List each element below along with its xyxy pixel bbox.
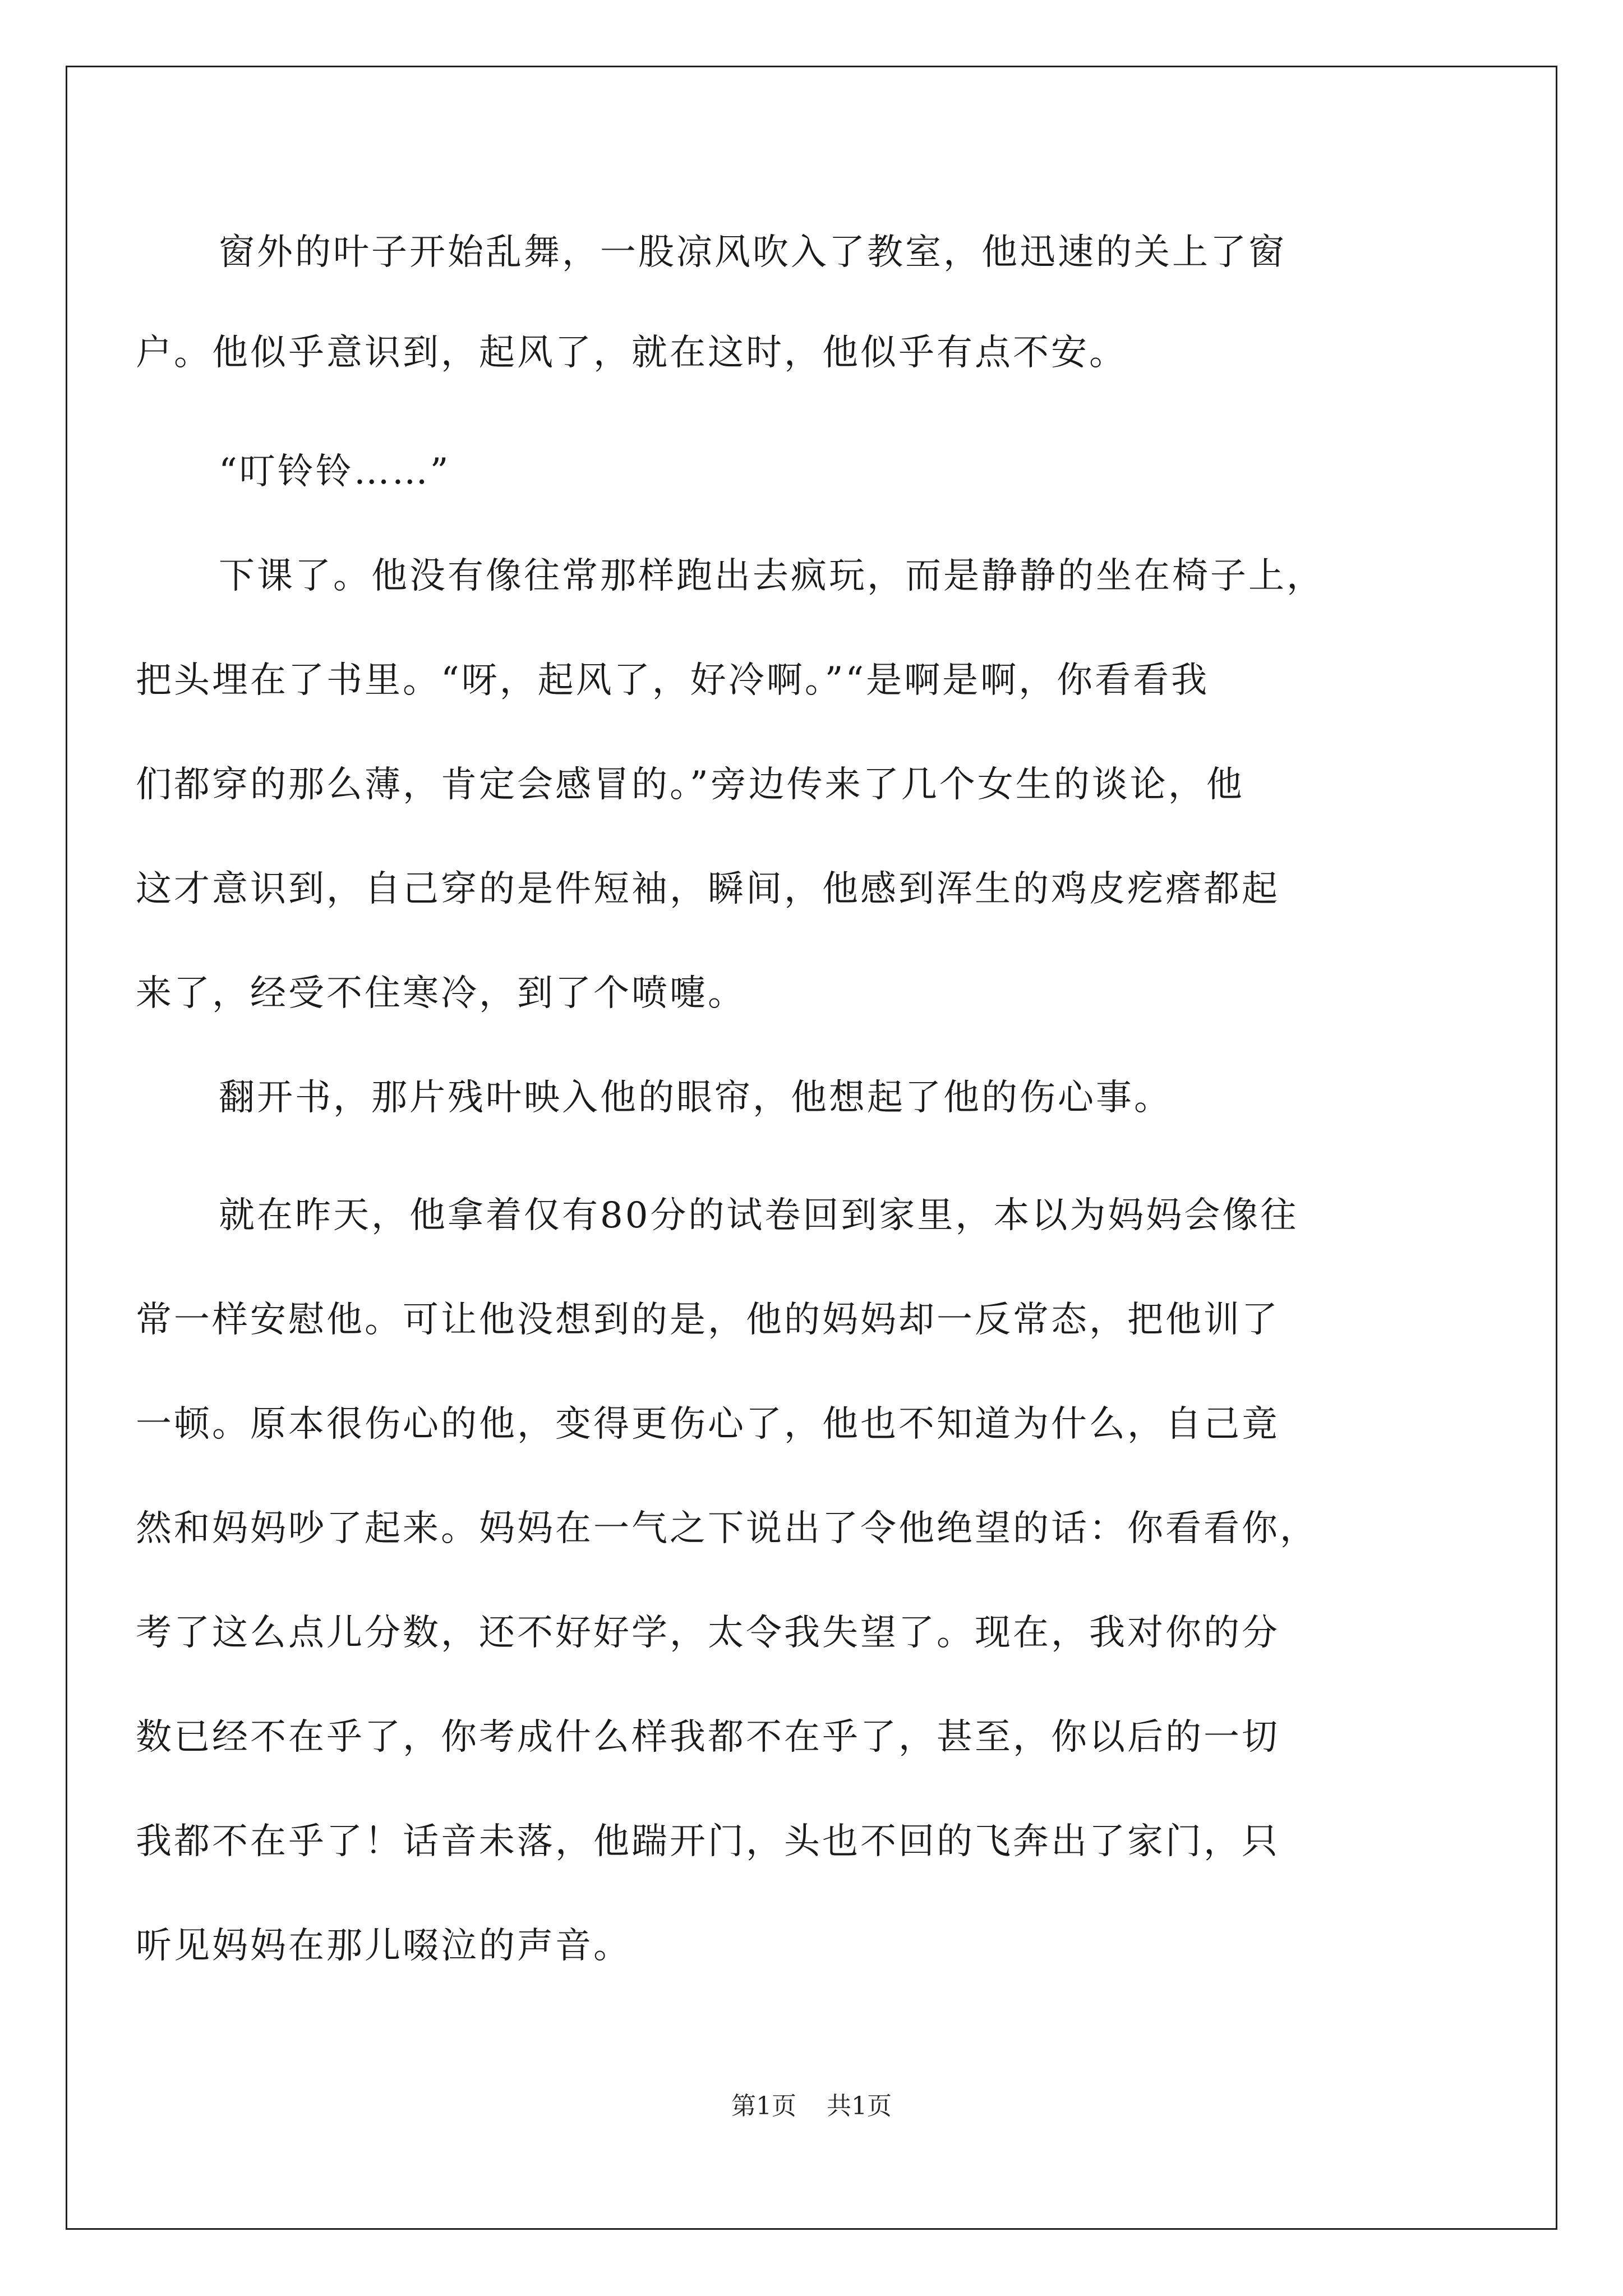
paragraph-3-line-5: 来了，经受不住寒冷，到了个喷嚏。 xyxy=(136,973,746,1014)
paragraph-5-line-1: 就在昨天，他拿着仅有80分的试卷回到家里，本以为妈妈会像往 xyxy=(219,1195,1299,1236)
page-number-total: 共1页 xyxy=(827,2092,892,2120)
paragraph-1-line-1: 窗外的叶子开始乱舞，一股凉风吹入了教室，他迅速的关上了窗 xyxy=(219,232,1287,273)
paragraph-5-line-8: 听见妈妈在那儿啜泣的声音。 xyxy=(136,1925,631,1967)
paragraph-3-line-1: 下课了。他没有像往常那样跑出去疯玩，而是静静的坐在椅子上， xyxy=(219,555,1325,597)
paragraph-4-line-1: 翻开书，那片残叶映入他的眼帘，他想起了他的伤心事。 xyxy=(219,1077,1172,1119)
paragraph-2-line-1: “叮铃铃……” xyxy=(219,451,451,493)
paragraph-5-line-4: 然和妈妈吵了起来。妈妈在一气之下说出了令他绝望的话：你看看你， xyxy=(136,1508,1318,1549)
paragraph-5-line-2: 常一样安慰他。可让他没想到的是，他的妈妈却一反常态，把他训了 xyxy=(136,1299,1280,1341)
paragraph-5-line-5: 考了这么点儿分数，还不好好学，太令我失望了。现在，我对你的分 xyxy=(136,1612,1280,1654)
paragraph-5-line-6: 数已经不在乎了，你考成什么样我都不在乎了，甚至，你以后的一切 xyxy=(136,1717,1280,1758)
page-border xyxy=(66,66,1557,2230)
paragraph-3-line-2: 把头埋在了书里。“呀，起风了，好冷啊。”“是啊是啊，你看看我 xyxy=(136,660,1210,701)
paragraph-3-line-4: 这才意识到，自己穿的是件短袖，瞬间，他感到浑生的鸡皮疙瘩都起 xyxy=(136,868,1280,910)
page-footer xyxy=(0,2090,1623,2123)
page-number-current: 第1页 xyxy=(731,2092,796,2120)
paragraph-5-line-7: 我都不在乎了！话音未落，他踹开门，头也不回的飞奔出了家门，只 xyxy=(136,1821,1280,1862)
paragraph-5-line-3: 一顿。原本很伤心的他，变得更伤心了，他也不知道为什么，自己竟 xyxy=(136,1404,1280,1445)
paragraph-3-line-3: 们都穿的那么薄，肯定会感冒的。”旁边传来了几个女生的谈论，他 xyxy=(136,764,1244,806)
paragraph-1-line-2: 户。他似乎意识到，起风了，就在这时，他似乎有点不安。 xyxy=(136,332,1127,374)
